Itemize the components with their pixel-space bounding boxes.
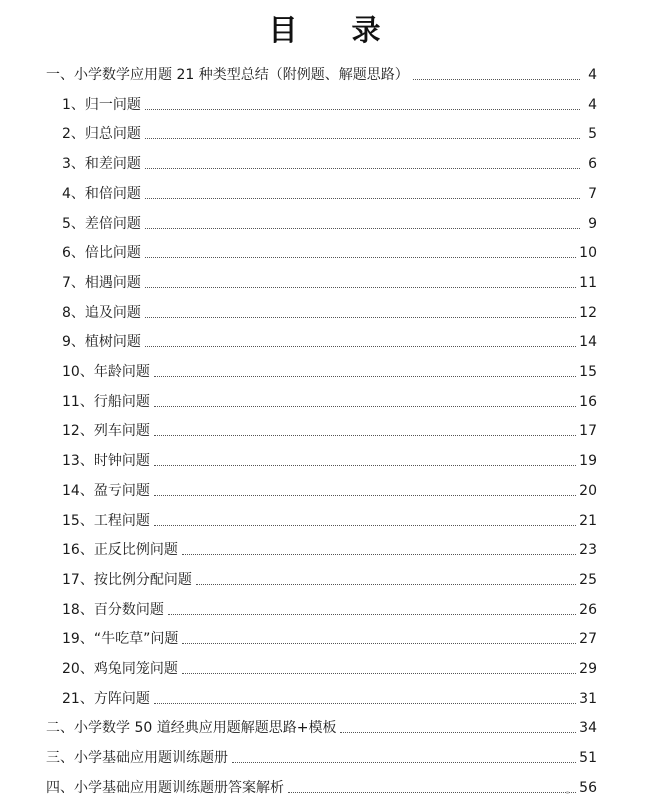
toc-entry-label: 3、和差问题 — [62, 156, 141, 173]
toc-subsection-entry[interactable] — [0, 177, 649, 203]
toc-entry-label: 11、行船问题 — [62, 393, 150, 410]
toc-dot-leader — [145, 108, 580, 110]
toc-subsection-entry[interactable] — [0, 236, 649, 262]
toc-subsection-entry[interactable] — [0, 563, 649, 589]
toc-dot-leader — [154, 464, 576, 466]
toc-page-number: 14 — [579, 334, 597, 351]
toc-dot-leader — [182, 642, 576, 644]
toc-entry-label: 8、追及问题 — [62, 304, 141, 321]
toc-section-entry[interactable] — [0, 711, 649, 737]
toc-page-number: 23 — [579, 542, 597, 559]
toc-page-number: 16 — [579, 393, 597, 410]
toc-page-number: 10 — [579, 245, 597, 262]
toc-entry-label: 15、工程问题 — [62, 512, 150, 529]
toc-page-number: 20 — [579, 482, 597, 499]
toc-subsection-entry[interactable] — [0, 207, 649, 233]
toc-entry-label: 三、小学基础应用题训练题册 — [46, 750, 228, 767]
toc-entry-label: 二、小学数学 50 道经典应用题解题思路+模板 — [46, 720, 337, 737]
toc-dot-leader — [154, 524, 576, 526]
toc-dot-leader — [232, 761, 576, 763]
toc-subsection-entry[interactable] — [0, 533, 649, 559]
toc-section-entry[interactable] — [0, 741, 649, 767]
toc-entry-label: 17、按比例分配问题 — [62, 571, 192, 588]
toc-section-entry[interactable] — [0, 58, 649, 84]
toc-page-number: 7 — [588, 185, 597, 202]
toc-page-number: 17 — [579, 423, 597, 440]
toc-page-number: 4 — [588, 96, 597, 113]
toc-subsection-entry[interactable] — [0, 266, 649, 292]
toc-dot-leader — [145, 167, 580, 169]
toc-page-number: 12 — [579, 304, 597, 321]
toc-entry-label: 9、植树问题 — [62, 334, 141, 351]
toc-dot-leader — [413, 78, 580, 80]
toc-entry-label: 2、归总问题 — [62, 126, 141, 143]
toc-entry-label: 1、归一问题 — [62, 96, 141, 113]
toc-entry-label: 四、小学基础应用题训练题册答案解析 — [46, 779, 284, 796]
toc-dot-leader — [288, 791, 576, 793]
toc-subsection-entry[interactable] — [0, 355, 649, 381]
watermark-mark — [566, 791, 569, 794]
toc-dot-leader — [168, 613, 576, 615]
toc-dot-leader — [145, 316, 576, 318]
toc-dot-leader — [154, 405, 576, 407]
toc-dot-leader — [182, 553, 576, 555]
toc-page-number: 27 — [579, 631, 597, 648]
toc-dot-leader — [145, 256, 576, 258]
toc-section-entry[interactable] — [0, 771, 649, 797]
toc-page-number: 21 — [579, 512, 597, 529]
toc-entry-label: 18、百分数问题 — [62, 601, 164, 618]
toc-dot-leader — [145, 137, 580, 139]
toc-dot-leader — [154, 434, 576, 436]
toc-dot-leader — [340, 731, 576, 733]
toc-page-number: 34 — [579, 720, 597, 737]
toc-entry-label: 一、小学数学应用题 21 种类型总结（附例题、解题思路） — [46, 67, 409, 83]
toc-dot-leader — [145, 197, 580, 199]
page-title: 目 录 — [268, 13, 403, 47]
toc-subsection-entry[interactable] — [0, 504, 649, 530]
toc-page-number: 5 — [588, 126, 597, 143]
toc-subsection-entry[interactable] — [0, 385, 649, 411]
toc-entry-label: 4、和倍问题 — [62, 185, 141, 202]
toc-page-number: 4 — [588, 67, 597, 83]
toc-dot-leader — [182, 672, 576, 674]
toc-dot-leader — [196, 583, 576, 585]
toc-entry-label: 21、方阵问题 — [62, 690, 150, 707]
toc-entry-label: 16、正反比例问题 — [62, 542, 178, 559]
toc-subsection-entry[interactable] — [0, 593, 649, 619]
toc-subsection-entry[interactable] — [0, 682, 649, 708]
toc-dot-leader — [154, 702, 576, 704]
toc-subsection-entry[interactable] — [0, 88, 649, 114]
toc-page-number: 11 — [579, 274, 597, 291]
toc-dot-leader — [145, 345, 576, 347]
toc-entry-label: 7、相遇问题 — [62, 274, 141, 291]
toc-entry-label: 10、年龄问题 — [62, 364, 150, 380]
toc-page-number: 56 — [579, 779, 597, 796]
toc-subsection-entry[interactable] — [0, 296, 649, 322]
toc-entry-label: 14、盈亏问题 — [62, 482, 150, 499]
toc-subsection-entry[interactable] — [0, 622, 649, 648]
toc-entry-label: 13、时钟问题 — [62, 453, 150, 470]
toc-subsection-entry[interactable] — [0, 474, 649, 500]
toc-entry-label: 6、倍比问题 — [62, 245, 141, 262]
toc-page-number: 15 — [579, 364, 597, 380]
toc-page-number: 19 — [579, 453, 597, 470]
toc-subsection-entry[interactable] — [0, 444, 649, 470]
toc-subsection-entry[interactable] — [0, 652, 649, 678]
toc-dot-leader — [145, 286, 576, 288]
toc-dot-leader — [145, 227, 580, 229]
toc-subsection-entry[interactable] — [0, 325, 649, 351]
toc-entry-label: 19、“牛吃草”问题 — [62, 631, 179, 648]
toc-page-number: 29 — [579, 661, 597, 677]
toc-page-number: 31 — [579, 690, 597, 707]
toc-entry-label: 5、差倍问题 — [62, 215, 141, 232]
toc-page-number: 25 — [579, 571, 597, 588]
toc-subsection-entry[interactable] — [0, 117, 649, 143]
toc-page-number: 6 — [588, 156, 597, 173]
toc-page-number: 9 — [588, 215, 597, 232]
toc-dot-leader — [154, 375, 576, 377]
toc-page-number: 26 — [579, 601, 597, 618]
toc-subsection-entry[interactable] — [0, 414, 649, 440]
toc-dot-leader — [154, 494, 576, 496]
toc-subsection-entry[interactable] — [0, 147, 649, 173]
toc-entry-label: 20、鸡兔同笼问题 — [62, 661, 178, 677]
toc-page-number: 51 — [579, 750, 597, 767]
toc-entry-label: 12、列车问题 — [62, 423, 150, 440]
